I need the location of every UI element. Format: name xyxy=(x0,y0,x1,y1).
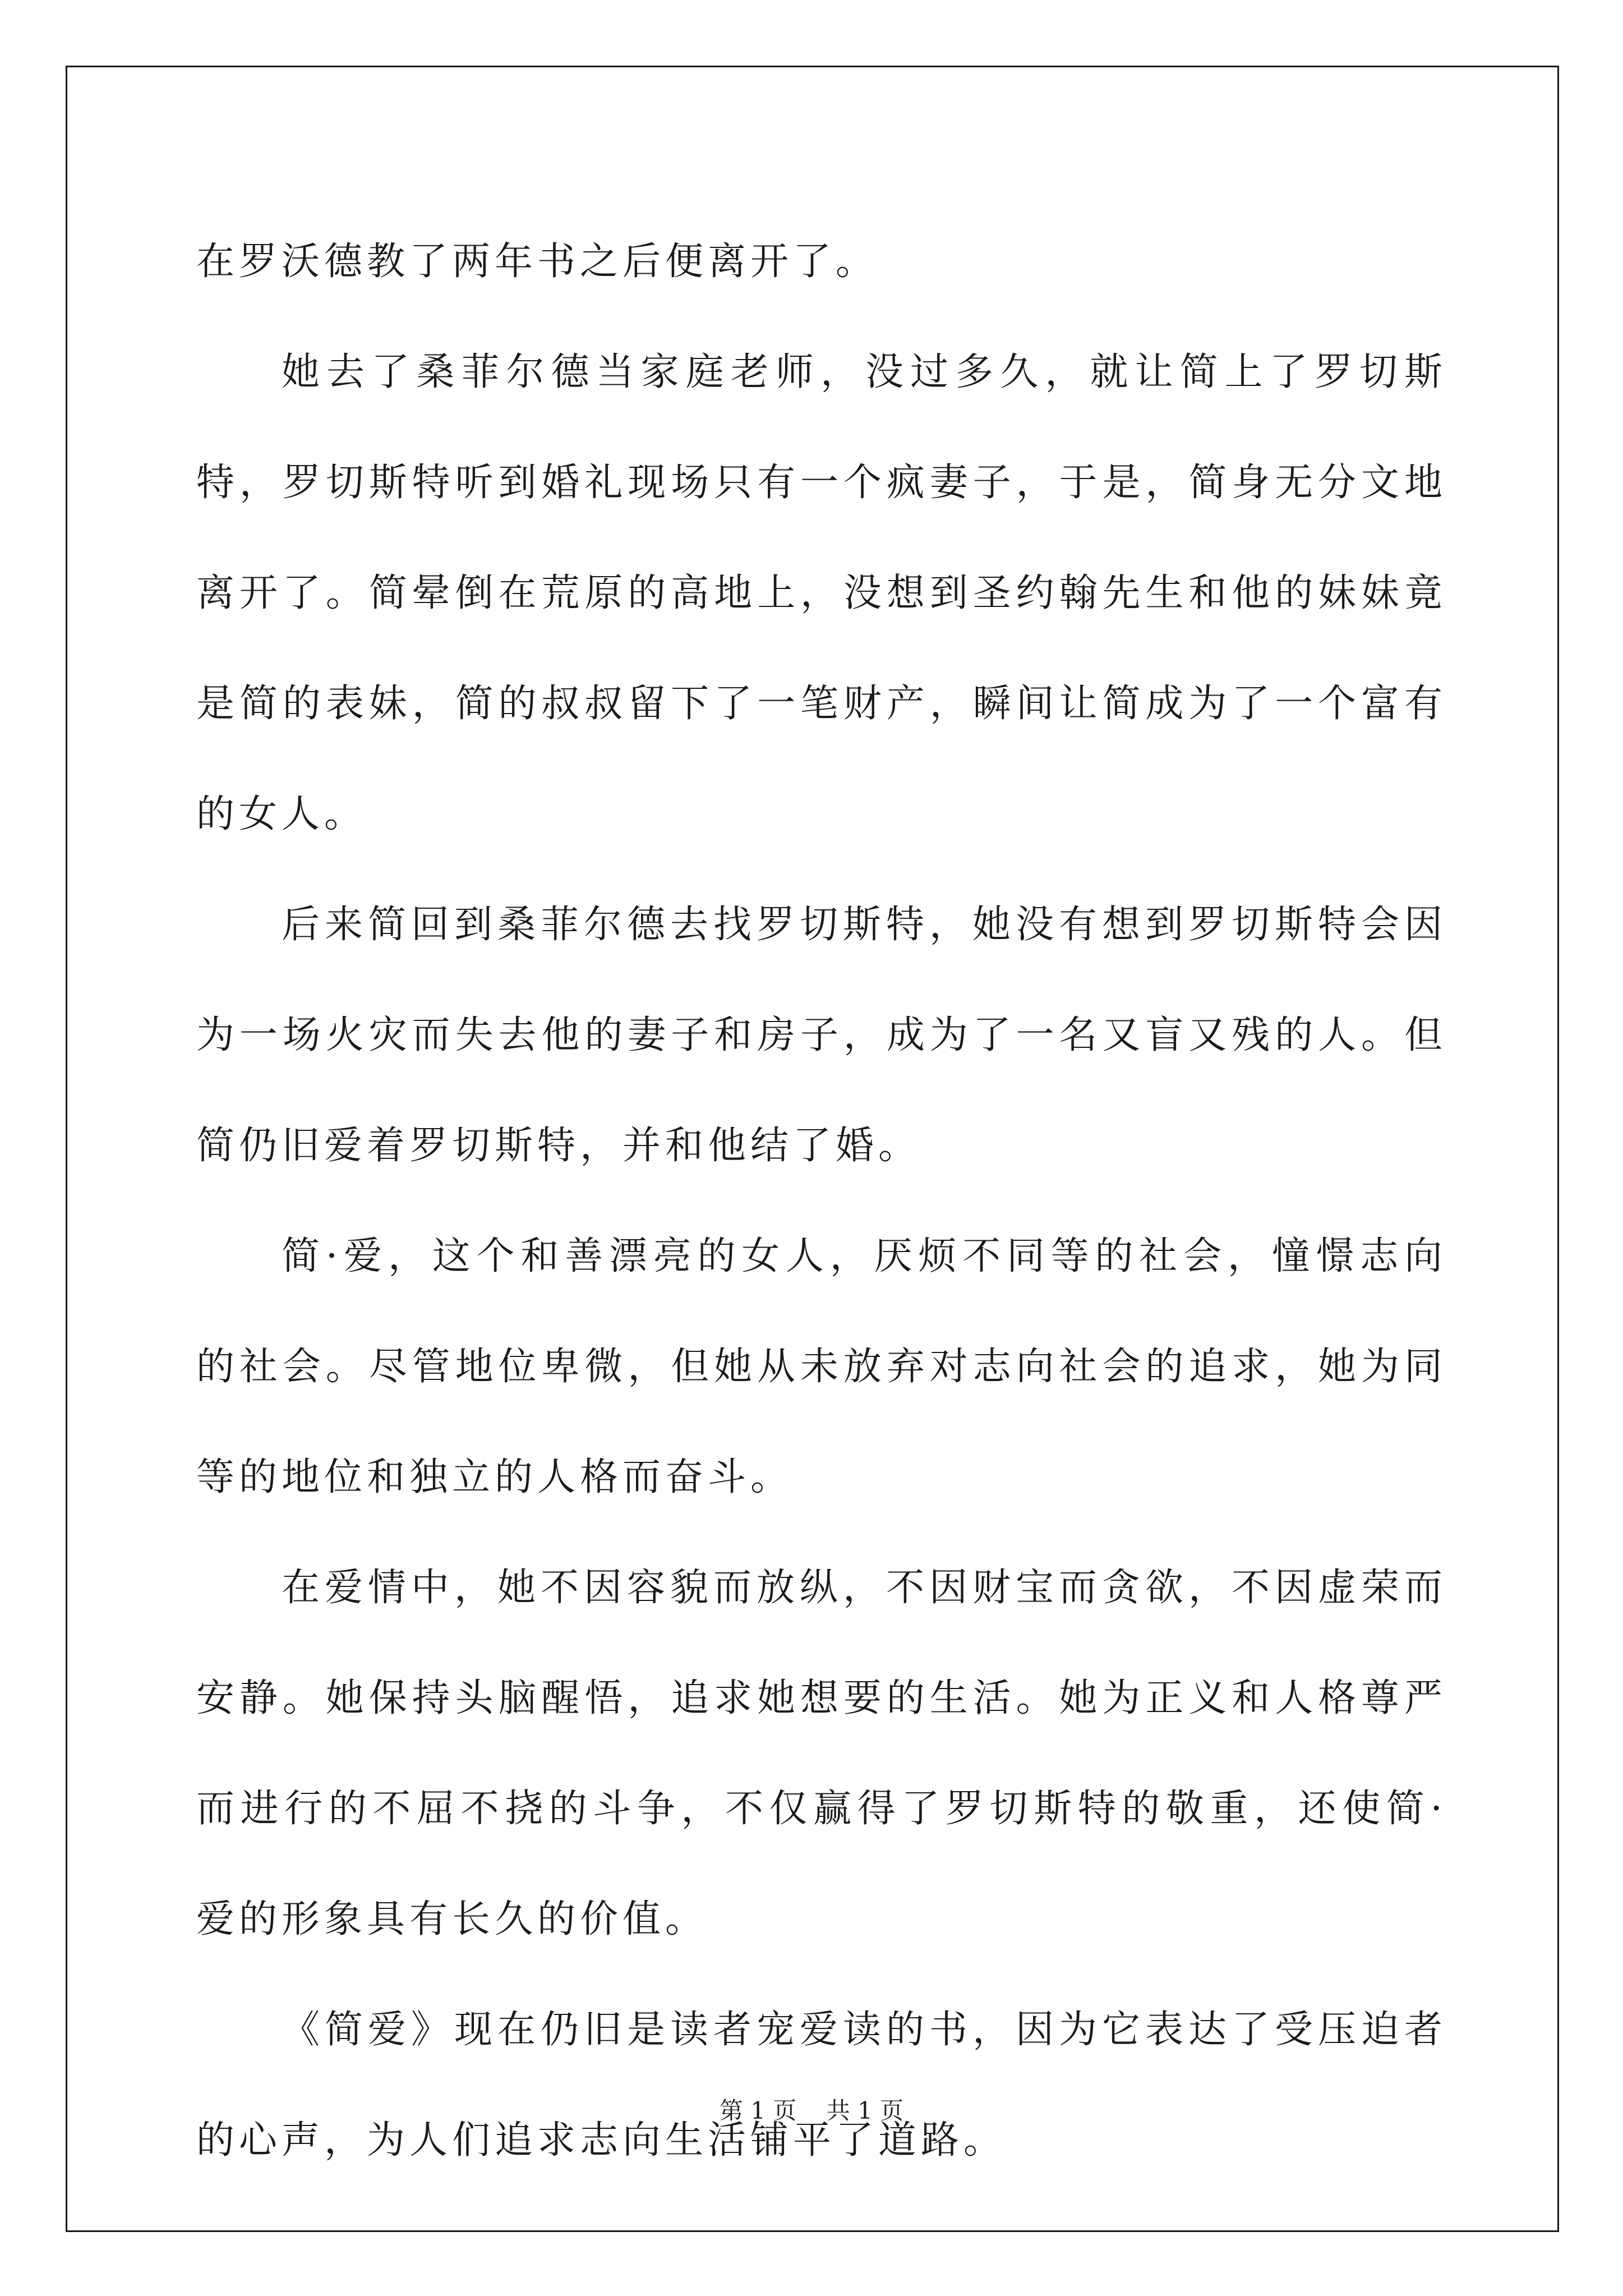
paragraph-6: 《简爱》现在仍旧是读者宠爱读的书，因为它表达了受压迫者的心声，为人们追求志向生活铺平了道路。 xyxy=(196,2008,1447,2162)
document-body xyxy=(196,206,1447,2196)
paragraph-2: 她去了桑菲尔德当家庭老师，没过多久，就让简上了罗切斯特，罗切斯特听到婚礼现场只有一个疯妻子，于是，简身无分文地离开了。简晕倒在荒原的高地上，没想到圣约翰先生和他的妹妹竟是简的表妹，简的叔叔留下了一笔财产，瞬间让简成为了一个富有的女人。 xyxy=(196,350,1447,836)
paragraph-3: 后来简回到桑菲尔德去找罗切斯特，她没有想到罗切斯特会因为一场火灾而失去他的妻子和房子，成为了一名又盲又残的人。但简仍旧爱着罗切斯特，并和他结了婚。 xyxy=(196,903,1447,1168)
paragraph-1: 在罗沃德教了两年书之后便离开了。 xyxy=(196,240,879,284)
page-number-footer: 第 1 页 共 1 页 xyxy=(719,2097,904,2124)
paragraph-5: 在爱情中，她不因容貌而放纵，不因财宝而贪欲，不因虚荣而安静。她保持头脑醒悟，追求她想要的生活。她为正义和人格尊严而进行的不屈不挠的斗争，不仅赢得了罗切斯特的敬重，还使简·爱的形象具有长久的价值。 xyxy=(196,1566,1447,1941)
paragraph-4: 简·爱，这个和善漂亮的女人，厌烦不同等的社会，憧憬志向的社会。尽管地位卑微，但她从未放弃对志向社会的追求，她为同等的地位和独立的人格而奋斗。 xyxy=(196,1234,1447,1499)
